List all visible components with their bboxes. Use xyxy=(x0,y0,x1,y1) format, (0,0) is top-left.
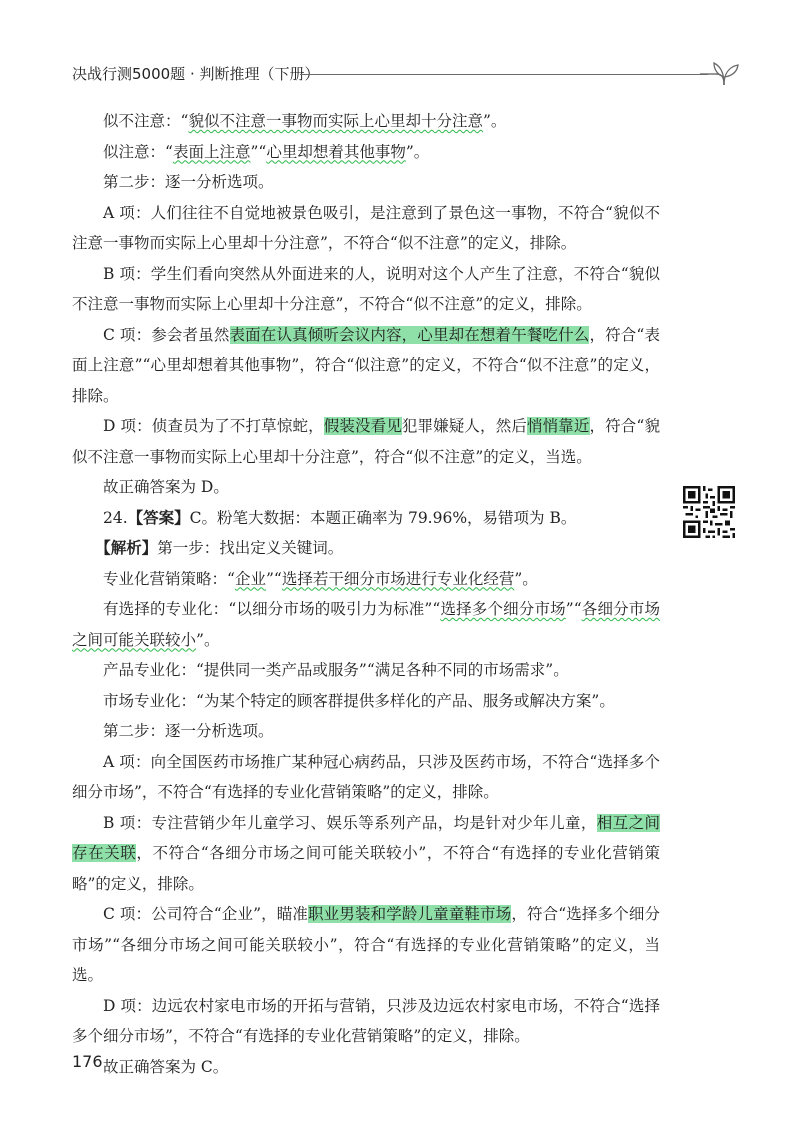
paragraph xyxy=(72,991,660,1052)
text-run: ”。 xyxy=(405,142,430,161)
keyword-underlined: 企业 xyxy=(234,569,266,588)
text-run: A 项：人们往往不自觉地被景色吸引，是注意到了景色这一事物，不符合“貌似不注意一事物而实际上心里却十分注意”，不符合“似不注意”的定义，排除。 xyxy=(72,203,660,252)
text-run: ，符合“貌似不注意一事物而实际上心里却十分注意”，符合“似不注意”的定义，当选。 xyxy=(72,417,660,466)
keyword-underlined: 貌似不注意一事物而实际上心里却十分注意 xyxy=(188,112,483,130)
paragraph xyxy=(72,747,660,808)
sprout-icon xyxy=(700,55,750,91)
paragraph xyxy=(72,1052,660,1083)
text-run: ”。 xyxy=(482,112,507,130)
highlighted-phrase: 表面在认真倾听会议内容，心里却在想着午餐吃什么 xyxy=(229,325,590,344)
paragraph xyxy=(72,716,660,747)
text-run: 产品专业化：“提供同一类产品或服务”“满足各种不同的市场需求”。 xyxy=(103,661,569,679)
text-run: 似不注意：“ xyxy=(103,112,189,130)
paragraph xyxy=(72,167,660,198)
highlighted-phrase: 悄悄靠近 xyxy=(526,417,590,435)
paragraph xyxy=(72,137,660,168)
paragraph xyxy=(72,655,660,686)
text-run: B 项：专注营销少年儿童学习、娱乐等系列产品，均是针对少年儿童， xyxy=(103,813,597,832)
paragraph xyxy=(72,533,660,564)
text-run: 有选择的专业化：“以细分市场的吸引力为标准”“ xyxy=(103,600,441,618)
text-run: ，符合“表面上注意”“心里却想着其他事物”，符合“似注意”的定义，不符合“似不注意”的定义，排除。 xyxy=(72,325,660,405)
paragraph xyxy=(72,503,660,534)
text-run: ，不符合“各细分市场之间可能关联较小”，不符合“有选择的专业化营销策略”的定义，排除。 xyxy=(72,844,660,893)
qr-code-icon xyxy=(683,486,735,538)
page-body xyxy=(72,106,660,1082)
paragraph xyxy=(72,411,660,472)
text-run: ”。 xyxy=(196,630,220,649)
bold-label: 【解析】 xyxy=(95,538,158,557)
text-run: ”。 xyxy=(514,569,538,588)
text-run: A 项：向全国医药市场推广某种冠心病药品，只涉及医药市场，不符合“选择多个细分市场”，不符合“有选择的专业化营销策略”的定义，排除。 xyxy=(72,752,660,801)
text-run: ，符合“选择多个细分市场”“各细分市场之间可能关联较小”，符合“有选择的专业化营销策略”的定义，当选。 xyxy=(72,905,660,984)
running-header xyxy=(0,55,800,95)
text-run: C。粉笔大数据：本题正确率为 79.96%，易错项为 B。 xyxy=(189,508,577,527)
paragraph xyxy=(72,472,660,503)
page-number: 176 xyxy=(72,1052,103,1071)
keyword-underlined: 心里却想着其他事物 xyxy=(266,142,406,161)
text-run: C 项：参会者虽然 xyxy=(103,325,230,344)
text-run: B 项：学生们看向突然从外面进来的人，说明对这个人产生了注意，不符合“貌似不注意一事物而实际上心里却十分注意”，不符合“似不注意”的定义，排除。 xyxy=(72,264,660,313)
text-run: 第二步：逐一分析选项。 xyxy=(103,173,274,191)
text-run: 第二步：逐一分析选项。 xyxy=(103,722,274,740)
text-run: 故正确答案为 D。 xyxy=(103,478,229,496)
highlighted-phrase: 职业男装和学龄儿童童鞋市场 xyxy=(308,905,512,923)
text-run: 犯罪嫌疑人，然后 xyxy=(401,417,527,435)
highlighted-phrase: 相互之间存在关联 xyxy=(72,813,660,862)
keyword-underlined: 表面上注意 xyxy=(172,142,251,161)
paragraph xyxy=(72,594,660,655)
book-title: 决战行测5000题 · 判断推理（下册） xyxy=(72,65,320,83)
text-run: 市场专业化：“为某个特定的顾客群提供多样化的产品、服务或解决方案”。 xyxy=(103,691,615,710)
keyword-underlined: 各细分市场之间可能关联较小 xyxy=(72,600,660,649)
paragraph xyxy=(72,106,660,137)
text-run: 似注意：“ xyxy=(103,142,173,161)
paragraph xyxy=(72,259,660,320)
paragraph xyxy=(72,808,660,900)
paragraph xyxy=(72,564,660,595)
highlighted-phrase: 假装没看见 xyxy=(323,417,402,435)
paragraph xyxy=(72,899,660,991)
text-run: 专业化营销策略：“ xyxy=(103,569,235,588)
header-rule xyxy=(300,74,708,75)
bold-label: 【答案】 xyxy=(127,507,190,527)
paragraph xyxy=(72,198,660,259)
paragraph xyxy=(72,686,660,717)
paragraph xyxy=(72,320,660,412)
text-run: D 项：侦查员为了不打草惊蛇， xyxy=(103,417,324,435)
text-run: 第一步：找出定义关键词。 xyxy=(157,539,344,557)
text-run: D 项：边远农村家电市场的开拓与营销，只涉及边远农村家电市场，不符合“选择多个细分市场”，不符合“有选择的专业化营销策略”的定义，排除。 xyxy=(72,996,660,1045)
text-run: ”“ xyxy=(565,600,582,618)
text-run: 故正确答案为 C。 xyxy=(103,1057,229,1076)
keyword-underlined: 选择若干细分市场进行专业化经营 xyxy=(281,569,515,588)
text-run: C 项：公司符合“企业”，瞄准 xyxy=(103,905,309,923)
text-run: ”“ xyxy=(250,142,267,161)
keyword-underlined: 选择多个细分市场 xyxy=(440,600,566,618)
text-run: 24. xyxy=(103,508,128,527)
text-run: ”“ xyxy=(265,569,282,588)
